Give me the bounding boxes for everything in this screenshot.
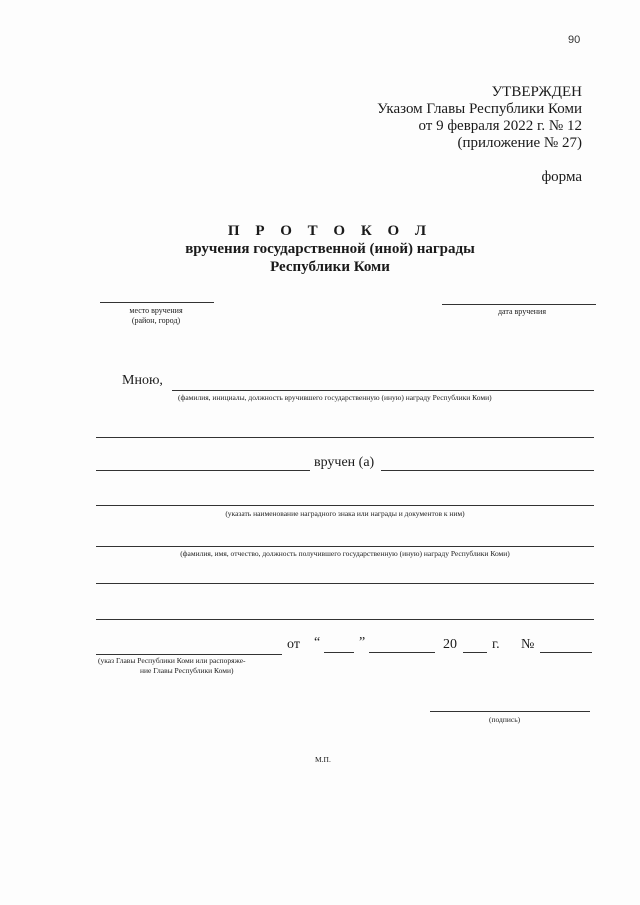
place-caption-line-1: место вручения: [129, 306, 183, 315]
date-caption: дата вручения: [497, 307, 547, 316]
award-caption: (указать наименование наградного знака или награды и документов к ним): [225, 509, 465, 518]
approval-line-1: УТВЕРЖДЕН: [491, 84, 582, 100]
recipient-line-2: [96, 583, 594, 584]
decree-year-suffix: г.: [492, 637, 500, 652]
decree-year-prefix: 20: [443, 637, 457, 652]
vruchen-label: вручен (а): [314, 455, 375, 470]
presenter-line: [172, 390, 594, 391]
decree-quote-open: “: [314, 635, 321, 650]
stamp-place-label: М.П.: [315, 755, 331, 764]
title-line-3: Республики Коми: [270, 259, 390, 275]
form-label: форма: [541, 169, 582, 185]
decree-day-line: [324, 652, 354, 653]
date-line: [442, 304, 596, 305]
document-title: [0, 222, 640, 276]
decree-ot-label: от: [287, 637, 300, 652]
decree-caption-line-1: (указ Главы Республики Коми или распоряже-: [98, 656, 246, 665]
signature-caption: (подпись): [489, 715, 521, 724]
decree-year-line: [463, 652, 487, 653]
place-caption: [96, 306, 216, 326]
award-line: [96, 505, 594, 506]
title-line-1: П Р О Т О К О Л: [227, 223, 433, 239]
presenter-caption: (фамилия, инициалы, должность вручившего государственную (иную) награду Республики Коми): [178, 393, 492, 402]
approval-line-4: (приложение № 27): [457, 135, 582, 151]
signature-line: [430, 711, 590, 712]
decree-caption: [98, 656, 246, 676]
decree-number-line: [540, 652, 592, 653]
page-number: 90: [568, 34, 581, 46]
mnoyu-label: Мною,: [122, 373, 163, 388]
decree-number-sign: №: [521, 637, 535, 652]
presenter-line-2: [96, 437, 594, 438]
decree-line: [96, 654, 282, 655]
recipient-line: [96, 546, 594, 547]
approval-block: [377, 84, 582, 152]
recipient-caption: (фамилия, имя, отчество, должность получившего государственную (иную) награду Республики Коми): [180, 549, 510, 558]
place-line: [100, 302, 214, 303]
vruchen-line-left: [96, 470, 310, 471]
approval-line-2: Указом Главы Республики Коми: [377, 101, 582, 117]
title-line-2: вручения государственной (иной) награды: [185, 241, 475, 257]
decree-caption-line-2: ние Главы Республики Коми): [140, 666, 234, 675]
place-caption-line-2: (район, город): [131, 316, 181, 325]
recipient-line-3: [96, 619, 594, 620]
vruchen-line-right: [381, 470, 594, 471]
decree-quote-close: ”: [359, 635, 366, 650]
decree-month-line: [369, 652, 435, 653]
approval-line-3: от 9 февраля 2022 г. № 12: [418, 118, 582, 134]
